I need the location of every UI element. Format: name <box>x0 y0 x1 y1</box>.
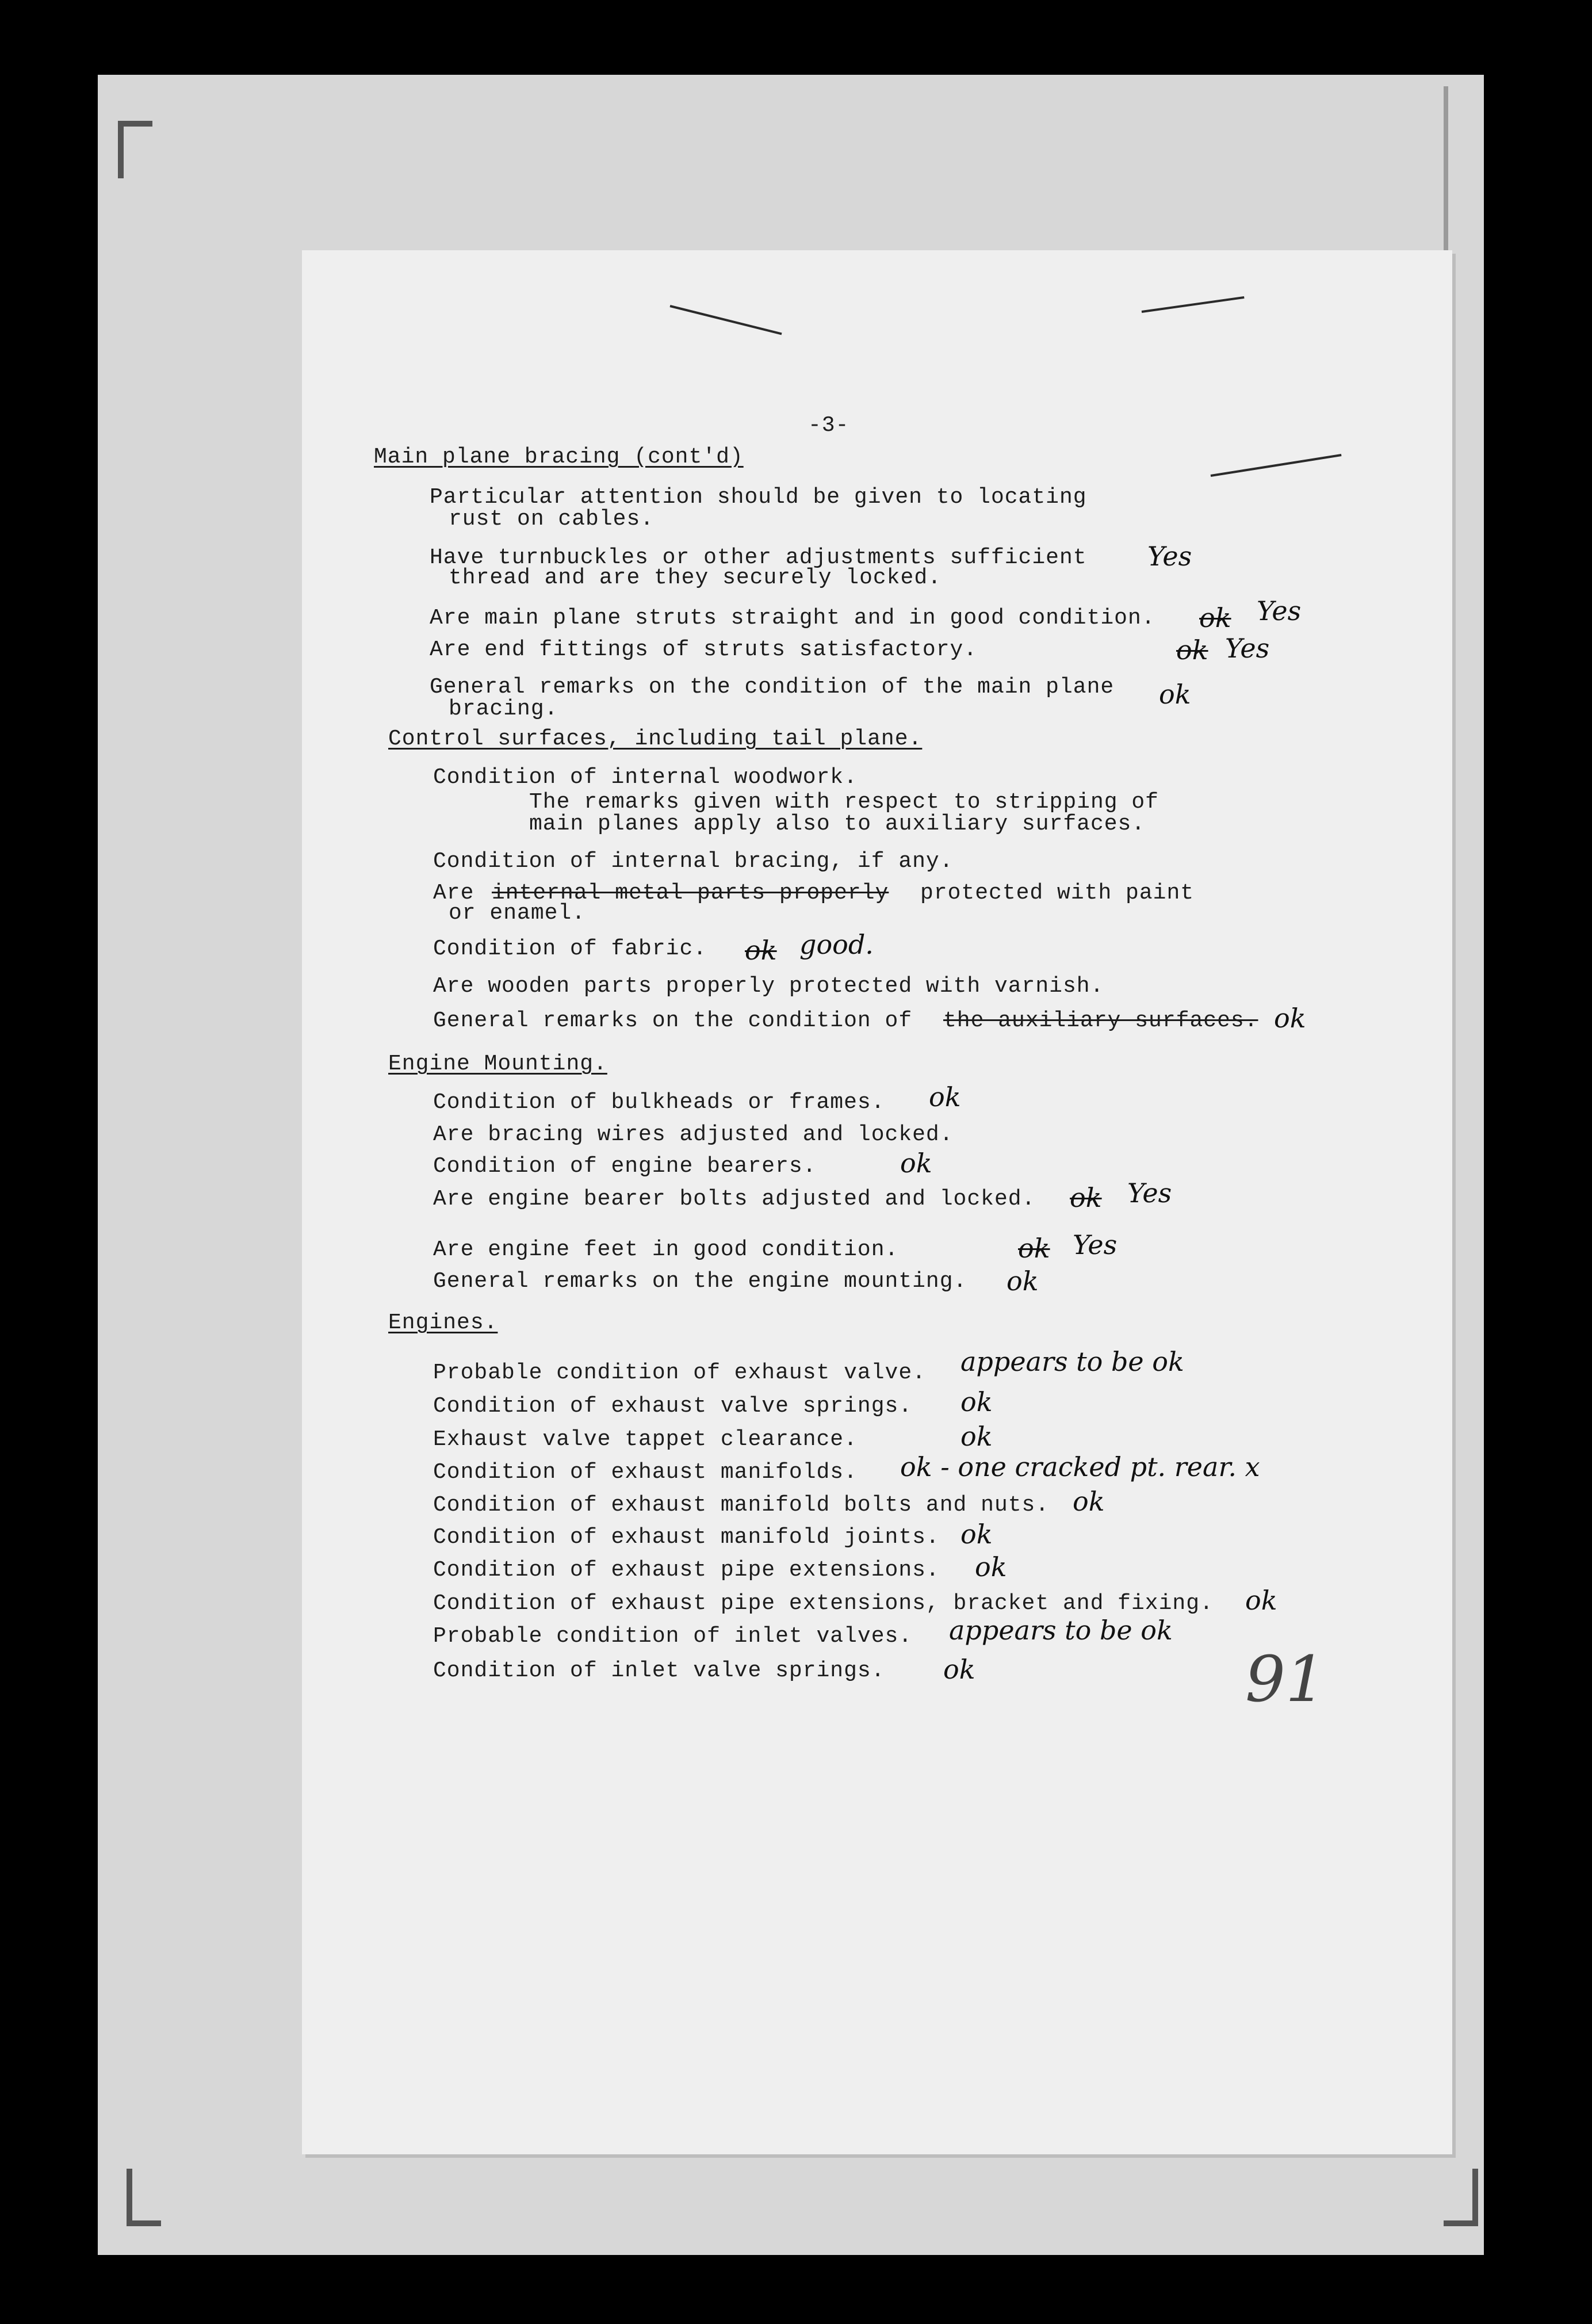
handwritten-answer: appears to be ok <box>960 1346 1184 1377</box>
struck-text: internal metal parts properly <box>492 881 889 905</box>
typed-page <box>302 250 1452 2154</box>
item-text: Are <box>433 881 474 905</box>
section-heading-main-plane-bracing: Main plane bracing (cont'd) <box>374 445 744 469</box>
handwritten-answer: ok <box>745 935 777 966</box>
handwritten-answer: appears to be ok <box>949 1615 1173 1646</box>
item-text: Are engine feet in good condition. <box>433 1237 899 1262</box>
handwritten-answer: ok <box>1070 1182 1102 1213</box>
handwritten-answer: ok - one cracked pt. rear. x <box>900 1451 1260 1482</box>
frame-corner-mark-bottom-right <box>1444 2169 1478 2226</box>
folio-number: 91 <box>1245 1642 1326 1716</box>
item-text: The remarks given with respect to stripping of <box>529 790 1159 815</box>
item-text: thread and are they securely locked. <box>449 565 942 590</box>
handwritten-answer: Yes <box>1225 633 1270 664</box>
section-heading-engine-mounting: Engine Mounting. <box>388 1052 607 1076</box>
handwritten-answer: ok <box>960 1519 993 1550</box>
handwritten-answer: ok <box>975 1551 1007 1583</box>
item-text: rust on cables. <box>449 507 655 532</box>
item-text: Condition of internal woodwork. <box>433 765 858 790</box>
handwritten-answer: Yes <box>1257 595 1302 626</box>
handwritten-answer: ok <box>960 1386 993 1417</box>
handwritten-answer: ok <box>1159 679 1191 710</box>
handwritten-answer: ok <box>900 1148 932 1179</box>
item-text: main planes apply also to auxiliary surfaces. <box>529 812 1146 836</box>
handwritten-answer: ok <box>1245 1585 1277 1616</box>
item-text: Condition of exhaust manifolds. <box>433 1460 858 1485</box>
handwritten-answer: ok <box>943 1654 975 1685</box>
item-text: bracing. <box>449 697 558 721</box>
item-text: Have turnbuckles or other adjustments sufficient <box>430 545 1087 570</box>
item-text: Condition of exhaust pipe extensions. <box>433 1558 940 1583</box>
item-text: Condition of internal bracing, if any. <box>433 849 954 874</box>
item-text: Condition of exhaust manifold bolts and nuts. <box>433 1493 1050 1518</box>
item-text: General remarks on the condition of the main plane <box>430 675 1115 700</box>
scratch-mark <box>1142 296 1245 313</box>
frame-corner-mark-top-left <box>118 121 152 178</box>
item-text: General remarks on the condition of <box>433 1008 913 1033</box>
frame-corner-mark-bottom-left <box>127 2169 161 2226</box>
handwritten-answer: good. <box>799 929 874 960</box>
item-text: protected with paint <box>920 881 1195 905</box>
item-text: Particular attention should be given to locating <box>430 485 1087 510</box>
item-text: Are wooden parts properly protected with varnish. <box>433 974 1104 999</box>
item-text: Probable condition of inlet valves. <box>433 1624 913 1649</box>
item-text: or enamel. <box>449 901 586 926</box>
struck-text: the auxiliary surfaces. <box>943 1008 1258 1033</box>
item-text: Condition of bulkheads or frames. <box>433 1090 885 1115</box>
handwritten-answer: ok <box>1199 602 1231 633</box>
item-text: Condition of exhaust manifold joints. <box>433 1525 940 1550</box>
handwritten-answer: Yes <box>1147 541 1192 572</box>
handwritten-answer: ok <box>929 1081 961 1113</box>
handwritten-answer: Yes <box>1073 1229 1118 1260</box>
page-number: -3- <box>808 413 849 438</box>
item-text: Condition of exhaust pipe extensions, bracket and fixing. <box>433 1591 1214 1616</box>
handwritten-answer: ok <box>1274 1003 1306 1034</box>
item-text: Are bracing wires adjusted and locked. <box>433 1122 954 1147</box>
scratch-mark <box>670 305 782 335</box>
item-text: Are end fittings of struts satisfactory. <box>430 637 978 662</box>
item-text: Are main plane struts straight and in good condition. <box>430 606 1155 630</box>
item-text: Probable condition of exhaust valve. <box>433 1360 926 1385</box>
section-heading-engines: Engines. <box>388 1310 498 1335</box>
item-text: Are engine bearer bolts adjusted and locked. <box>433 1187 1036 1211</box>
item-text: Condition of engine bearers. <box>433 1154 817 1179</box>
handwritten-answer: ok <box>1007 1266 1039 1297</box>
handwritten-answer: ok <box>960 1421 993 1452</box>
item-text: Condition of fabric. <box>433 937 707 961</box>
item-text: Exhaust valve tappet clearance. <box>433 1427 858 1452</box>
handwritten-answer: ok <box>1176 634 1208 666</box>
scratch-mark <box>1211 454 1342 477</box>
handwritten-answer: Yes <box>1127 1178 1172 1209</box>
item-text: Condition of inlet valve springs. <box>433 1658 885 1683</box>
section-heading-control-surfaces: Control surfaces, including tail plane. <box>388 727 923 751</box>
item-text: General remarks on the engine mounting. <box>433 1269 967 1294</box>
item-text: Condition of exhaust valve springs. <box>433 1394 913 1419</box>
handwritten-answer: ok <box>1018 1233 1050 1264</box>
handwritten-answer: ok <box>1073 1486 1105 1517</box>
